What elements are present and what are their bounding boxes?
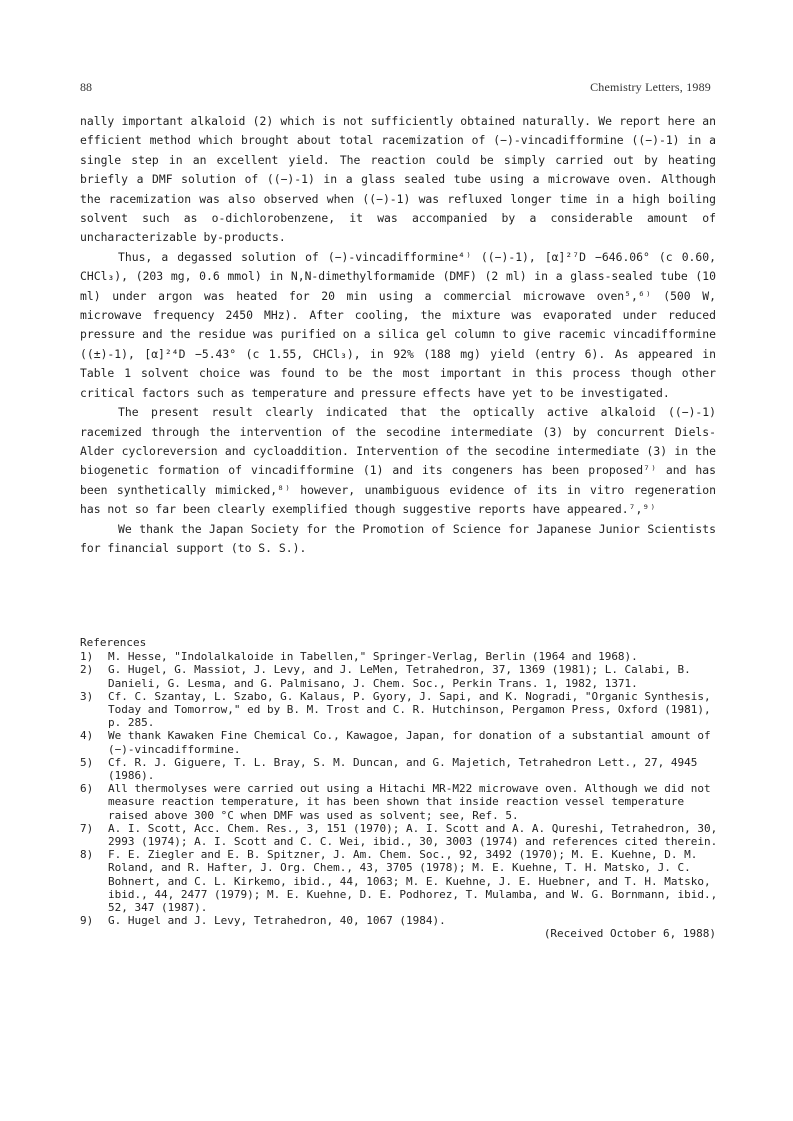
reference-item bbox=[80, 782, 720, 822]
reference-item bbox=[80, 914, 720, 927]
reference-text: All thermolyses were carried out using a Hitachi MR-M22 microwave oven. Although we did not measure reaction temperature, it has been shown that inside reaction vessel temperature raised above 300 °C when DMF was used as solvent; see, Ref. 5. bbox=[108, 782, 711, 822]
page-number: 88 bbox=[80, 80, 92, 94]
reference-text: Cf. R. J. Giguere, T. L. Bray, S. M. Duncan, and G. Majetich, Tetrahedron Lett., 27, 4945 (1986). bbox=[108, 755, 698, 783]
reference-item bbox=[80, 756, 720, 782]
paragraph-1: nally important alkaloid (2) which is not sufficiently obtained naturally. We report here an efficient method which brought about total racemization of (−)-vincadifformine ((−)-1) in a single step in an excellent yield. The reaction could be simply carried out by heating briefly a DMF solution of ((−)-1) in a glass sealed tube using a microwave oven. Although the racemization was also observed when ((−)-1) was refluxed longer time in a high boiling solvent such as o-dichlorobenzene, it was accompanied by a considerable amount of uncharacterizable by-products. bbox=[80, 114, 716, 245]
reference-item bbox=[80, 690, 720, 730]
reference-text: M. Hesse, "Indolalkaloide in Tabellen," Springer-Verlag, Berlin (1964 and 1968). bbox=[108, 650, 638, 664]
paragraph-3: The present result clearly indicated that the optically active alkaloid ((−)-1) racemized through the intervention of the secodine intermediate (3) by concurrent Diels-Alder cycloreversion and cycloaddition. Intervention of the secodine intermediate (3) in the biogenetic formation of vincadifformine (1) and its congeners has been proposed⁷⁾ and has been synthetically mimicked,⁸⁾ however, unambiguous evidence of its in vitro regeneration has not so far been clearly exemplified though suggestive reports have appeared.⁷,⁹⁾ bbox=[80, 405, 716, 517]
reference-number: 8) bbox=[80, 848, 94, 862]
reference-number: 1) bbox=[80, 650, 94, 664]
reference-text: Cf. C. Szantay, L. Szabo, G. Kalaus, P. Gyory, J. Sapi, and K. Nogradi, "Organic Synthesis, Today and Tomorrow," ed by B. M. Trost and C. R. Hutchinson, Pergamon Press, Oxford (1981), p. 285. bbox=[108, 689, 711, 730]
references-section bbox=[80, 636, 720, 941]
reference-number: 2) bbox=[80, 663, 94, 677]
reference-item bbox=[80, 663, 720, 689]
reference-item bbox=[80, 822, 720, 848]
reference-number: 5) bbox=[80, 755, 94, 769]
reference-text: A. I. Scott, Acc. Chem. Res., 3, 151 (1970); A. I. Scott and A. A. Qureshi, Tetrahedron, 30, 2993 (1974); A. I. Scott and C. C. Wei, ibid., 30, 3003 (1974) and references cited therein. bbox=[108, 821, 718, 849]
reference-number: 3) bbox=[80, 689, 94, 703]
paragraph-4-acknowledgement: We thank the Japan Society for the Promotion of Science for Japanese Junior Scientists for financial support (to S. S.). bbox=[80, 521, 716, 555]
journal-header: Chemistry Letters, 1989 bbox=[590, 80, 711, 94]
reference-item bbox=[80, 650, 720, 663]
reference-text: We thank Kawaken Fine Chemical Co., Kawagoe, Japan, for donation of a substantial amount of (−)-vincadifformine. bbox=[108, 729, 711, 756]
reference-text: G. Hugel, G. Massiot, J. Levy, and J. LeMen, Tetrahedron, 37, 1369 (1981); L. Calabi, B. Danieli, G. Lesma, and G. Palmisano, J. Chem. Soc., Perkin Trans. 1, 1982, 1371. bbox=[108, 663, 691, 690]
body-text bbox=[80, 112, 716, 558]
reference-text: G. Hugel and J. Levy, Tetrahedron, 40, 1067 (1984). bbox=[108, 914, 446, 928]
references-heading: References bbox=[80, 636, 147, 649]
reference-number: 4) bbox=[80, 729, 94, 743]
reference-text: F. E. Ziegler and E. B. Spitzner, J. Am. Chem. Soc., 92, 3492 (1970); M. E. Kuehne, D. M. Roland, and R. Hafter, J. Org. Chem., 43, 3705 (1978); M. E. Kuehne, T. H. Matsko, J. C. Bohnert, and C. L. Kirkemo, ibid., 44, 1063; M. E. Kuehne, J. E. Huebner, and T. H. Matsko, ibid., 44, 2477 (1979); M. E. Kuehne, D. E. Podhorez, T. Mulamba, and W. G. Bornmann, ibid., 52, 347 (1987). bbox=[108, 848, 718, 915]
reference-number: 6) bbox=[80, 782, 94, 796]
reference-number: 7) bbox=[80, 821, 94, 835]
reference-number: 9) bbox=[80, 914, 94, 928]
paragraph-2: Thus, a degassed solution of (−)-vincadifformine⁴⁾ ((−)-1), [α]²⁷D −646.06° (c 0.60, CHCl₃), (203 mg, 0.6 mmol) in N,N-dimethylformamide (DMF) (2 ml) in a glass-sealed tube (10 ml) under argon was heated for 20 min using a commercial microwave oven⁵,⁶⁾ (500 W, microwave frequency 2450 MHz). After cooling, the mixture was evaporated under reduced pressure and the residue was purified on a silica gel column to give racemic vincadifformine ((±)-1), [α]²⁴D −5.43° (c 1.55, CHCl₃), in 92% (188 mg) yield (entry 6). As appeared in Table 1 solvent choice was found to be the most important in this process though other critical factors such as temperature and pressure effects have yet to be investigated. bbox=[80, 249, 716, 400]
received-date: (Received October 6, 1988) bbox=[543, 927, 716, 941]
reference-item bbox=[80, 848, 720, 914]
reference-item bbox=[80, 729, 720, 755]
